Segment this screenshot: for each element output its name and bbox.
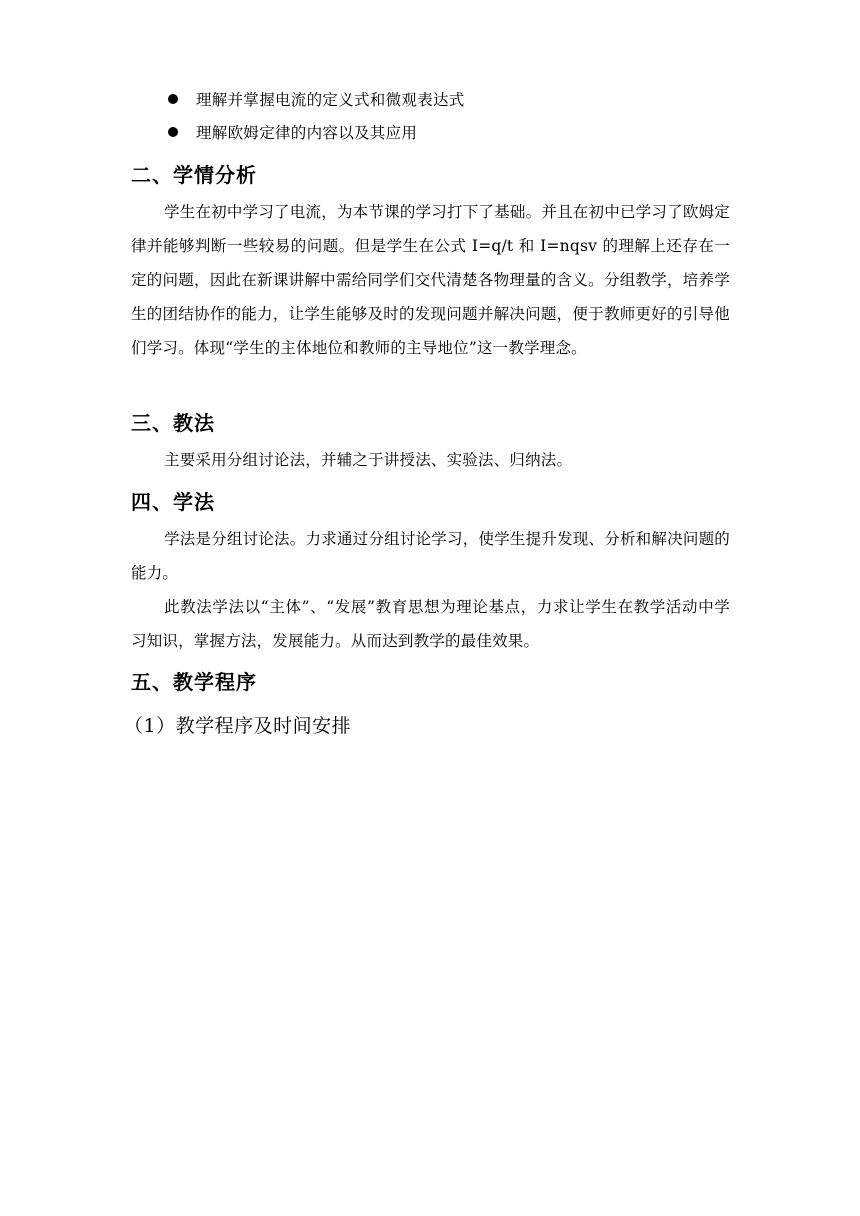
- paragraph-learning-method: 学法是分组讨论法。力求通过分组讨论学习，使学生提升发现、分析和解决问题的能力。: [131, 530, 730, 582]
- bullet-text: 理解欧姆定律的内容以及其应用: [196, 124, 418, 142]
- section-heading-teaching-method: 三、教法: [131, 411, 215, 435]
- procedure-item: （1）教学程序及时间安排: [124, 715, 352, 737]
- paragraph-learning-analysis: 学生在初中学习了电流，为本节课的学习打下了基础。并且在初中已学习了欧姆定律并能够判断一些较易的问题。但是学生在公式 I=q/t 和 I=nqsv 的理解上还存在一定的问题，因此在新课讲解中需给同学们交代清楚各物理量的含义。分组教学，培养学生的团结协作的能力，让学生能够及时的发现问题并解决问题，便于教师更好的引导他们学习。体现“学生的主体地位和教师的主导地位”这一教学理念。: [131, 203, 730, 357]
- bullet-item: [168, 87, 465, 111]
- bullet-dot-icon: [168, 127, 178, 137]
- paragraph-learning-method-philosophy: 此教法学法以“主体”、“发展”教育思想为理论基点，力求让学生在教学活动中学习知识，掌握方法，发展能力。从而达到教学的最佳效果。: [131, 598, 730, 650]
- bullet-text: 理解并掌握电流的定义式和微观表达式: [196, 91, 465, 109]
- section-heading-learning-analysis: 二、学情分析: [131, 163, 257, 187]
- paragraph-teaching-method: 主要采用分组讨论法，并辅之于讲授法、实验法、归纳法。: [164, 451, 573, 469]
- section-heading-teaching-procedure: 五、教学程序: [131, 670, 257, 694]
- bullet-item: [168, 120, 417, 144]
- bullet-dot-icon: [168, 94, 178, 104]
- section-heading-learning-method: 四、学法: [131, 490, 215, 514]
